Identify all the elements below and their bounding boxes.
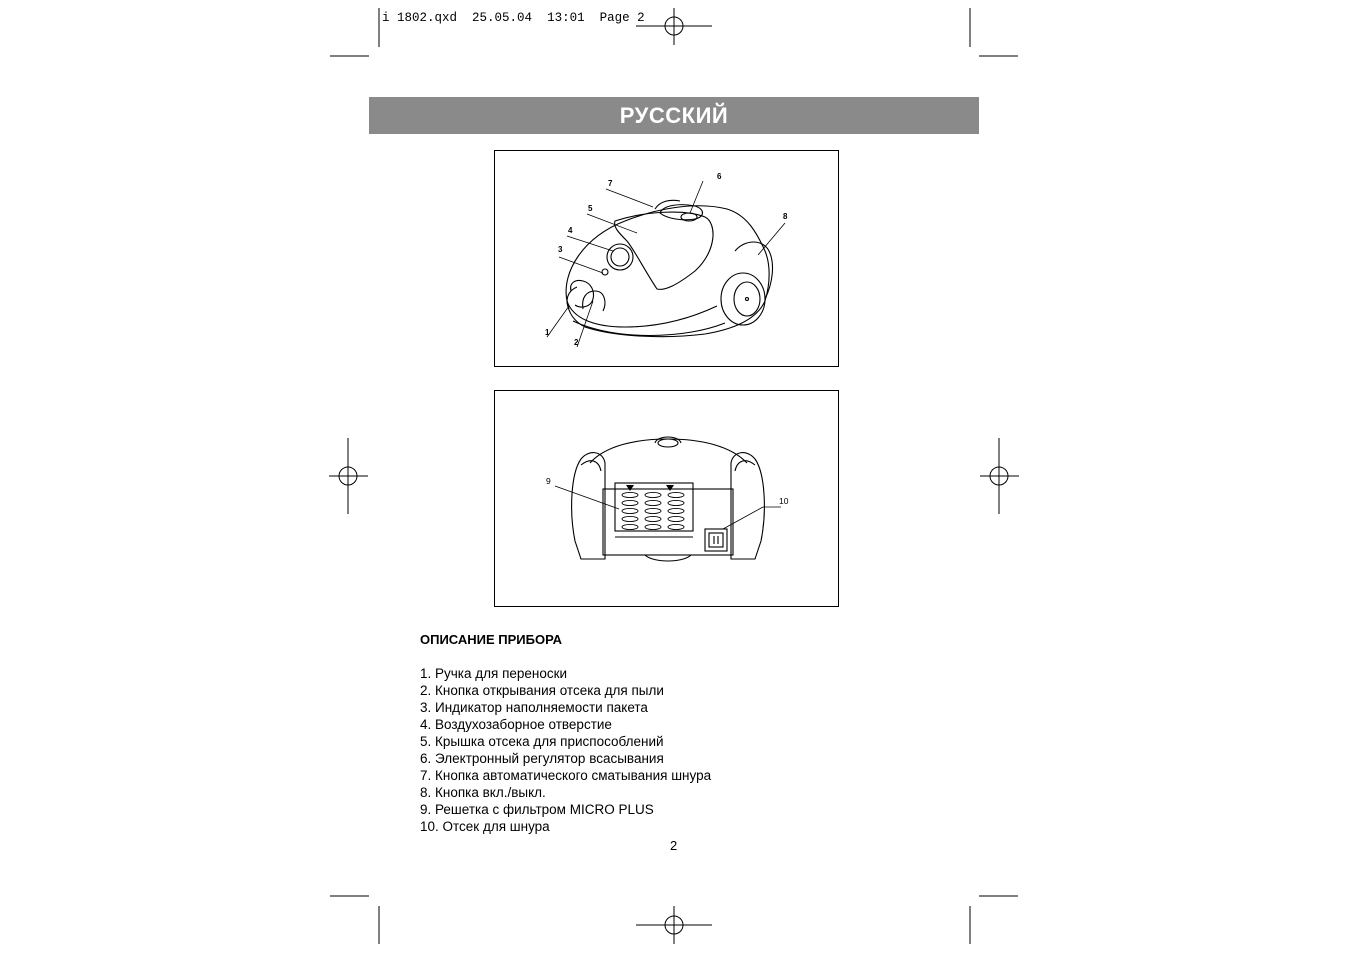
- callout-9: 9: [546, 476, 551, 486]
- vacuum-front-illustration: [495, 151, 840, 368]
- callout-4: 4: [568, 226, 573, 235]
- callout-5: 5: [588, 204, 593, 213]
- callout-10: 10: [779, 496, 789, 506]
- figure-vacuum-front: [494, 150, 839, 367]
- list-item: 5. Крышка отсека для приспособлений: [420, 734, 664, 749]
- page-number: 2: [670, 838, 678, 853]
- slug-date: 25.05.04: [472, 11, 533, 25]
- callout-2: 2: [574, 338, 579, 347]
- callout-3: 3: [558, 245, 563, 254]
- list-item: 2. Кнопка открывания отсека для пыли: [420, 683, 664, 698]
- section-title: ОПИСАНИЕ ПРИБОРА: [420, 632, 562, 647]
- list-item: 9. Решетка с фильтром MICRO PLUS: [420, 802, 654, 817]
- list-item: 1. Ручка для переноски: [420, 666, 568, 681]
- vacuum-rear-illustration: [495, 391, 840, 608]
- callout-1: 1: [545, 328, 550, 337]
- list-item: 3. Индикатор наполняемости пакета: [420, 700, 648, 715]
- list-item: 10. Отсек для шнура: [420, 819, 550, 834]
- registration-target-left: [329, 438, 368, 514]
- registration-target-right: [980, 438, 1019, 514]
- registration-target-bottom: [636, 906, 712, 944]
- registration-target-top: [636, 8, 712, 45]
- list-item: 7. Кнопка автоматического сматывания шнура: [420, 768, 712, 783]
- language-title: РУССКИЙ: [619, 102, 729, 128]
- language-header: [369, 97, 979, 134]
- list-item: 6. Электронный регулятор всасывания: [420, 751, 664, 766]
- slug-file: i 1802.qxd: [382, 11, 458, 25]
- parts-list: [420, 665, 711, 835]
- callout-6: 6: [717, 172, 722, 181]
- callout-7: 7: [608, 179, 613, 188]
- list-item: 4. Воздухозаборное отверстие: [420, 717, 612, 732]
- slug-page: Page 2: [599, 11, 645, 25]
- callout-8: 8: [783, 212, 788, 221]
- figure-vacuum-rear: [494, 390, 839, 607]
- list-item: 8. Кнопка вкл./выкл.: [420, 785, 546, 800]
- slug-time: 13:01: [547, 11, 585, 25]
